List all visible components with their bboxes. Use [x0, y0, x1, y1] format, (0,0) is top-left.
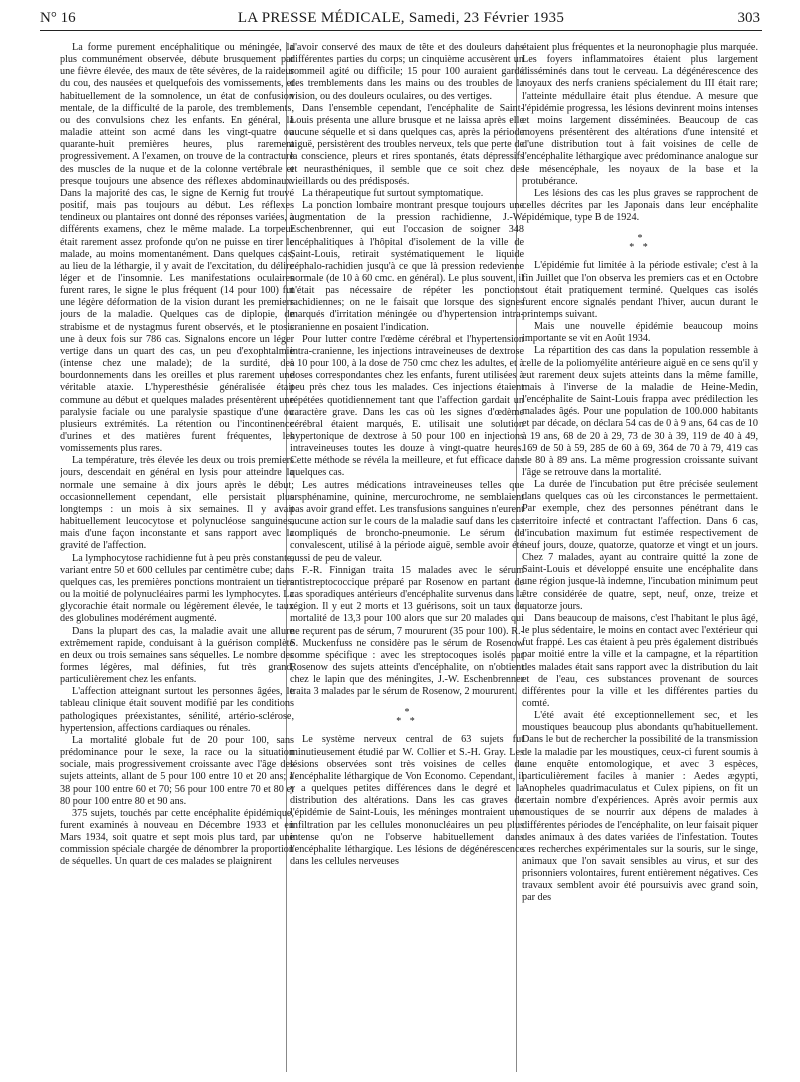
journal-title-line	[40, 10, 762, 27]
issue-date: Samedi, 23 Février 1935	[408, 10, 565, 26]
paragraph: L'été avait été exceptionnellement sec, et les moustiques beaucoup plus abondants qu'habituellement. Dans le but de rechercher la possibilité de la transmission de la maladie par les moustiques, ceux-ci furent soumis à une enquête entomologique, et avec 3 espèces, particulièrement faciles à manier : Aedes ægypti, Anopheles quadrimaculatus et Culex pipiens, on fit un certain nombre d'expériences. Après avoir permis aux moustiques de se nourrir aux dépens de malades à différentes périodes de l'encéphalite, on leur faisait piquer des animaux à des dates variées de l'infestation. Toutes ces recherches expérimentales sur la souris, sur le singe, animaux que l'on savait sensibles au virus, et sur des prisonniers volontaires, furent entièrement négatives. Ces travaux semblent avoir été poursuivis avec grand soin, par des	[522, 710, 758, 904]
column-1	[60, 42, 294, 1072]
paragraph: La forme purement encéphalitique ou méningée, la plus communément observée, débute brusquement par une fièvre élevée, des maux de tête sévères, de la raideur du cou, des nausées et quelquefois des vomissements, et habituellement de la somnolence, un état de confusion mentale, de la difficulté de la parole, des tremblements, ou des convulsions chez les enfants. En général, la maladie atteint son acmé dans les vingt-quatre ou quarante-huit premières heures, plus rarement progressivement. A l'examen, on trouve de la contracture des muscles de la nuque et de la colonne vertébrale et presque toujours une absence des réflexes abdominaux. Dans la majorité des cas, le signe de Kernig fut trouvé positif, mais pas toujours au début. Les réflexes tendineux ou plantaires ont donné des réponses variées, à différents examens, chez le même malade. La torpeur était rarement assez profonde qu'on ne puisse en tirer le malade, au moins momentanément. Dans quelques cas, au lieu de la léthargie, il y avait de l'excitation, du délire léger et de l'insomnie. Les manifestations oculaires furent rares, le signe le plus fréquent (14 pour 100) fut une légère déformation de la vision durant les premiers jours de la maladie. Quelques cas de diplopie, de strabisme et de nystagmus furent observés, et le ptosis une à deux fois sur 786 cas. Signalons encore un léger vertige dans un quart des cas, un peu d'exophtalmie (intense chez une malade); de la surdité, des bourdonnements dans les oreilles et plus rarement une véritable ataxie. L'hyperesthésie généralisée était commune au début et quelques malades présentèrent une paralysie faciale ou une paralysie spastique d'une ou plusieurs extrémités. La rétention ou l'incontinence d'urines et des matières furent fréquentes, les vomissements plus rares.	[60, 42, 294, 455]
paragraph: La thérapeutique fut surtout symptomatique.	[302, 187, 484, 199]
paragraph: La répartition des cas dans la population ressemble à celle de la poliomyélite antérieure aiguë en ce sens qu'il y eut rarement deux sujets atteints dans la même famille, mais à l'inverse de la maladie de Heine-Medin, l'encéphalite de Saint-Louis frappa avec prédilection les malades âgés. Pour une population de 100.000 habitants et par décade, on déclara 54 cas de 0 à 9 ans, 64 cas de 10 à 19 ans, 68 de 20 à 29, 73 de 30 à 39, 119 de 40 à 49, 169 de 50 à 59, 285 de 60 à 69, 364 de 70 à 79, 419 cas de 80 à 89 ans. La même progression croissante suivant l'âge se retrouve dans la mortalité.	[522, 345, 758, 478]
paragraph: L'épidémie fut limitée à la période estivale; c'est à la fin Juillet que l'on observa les premiers cas et en Octobre tout était pratiquement terminé. Quelques cas isolés furent encore signalés pendant l'hiver, aucun durant le printemps suivant.	[522, 260, 758, 320]
journal-title: LA PRESSE MÉDICALE,	[237, 10, 405, 26]
paragraph: F.-R. Finnigan traita 15 malades avec le sérum antistreptococcique préparé par Rosenow en partant de cas sporadiques antérieurs d'encéphalite survenus dans la région. Il y eut 2 morts et 13 guérisons, soit un taux de mortalité de 13,3 pour 100 alors que sur 20 malades qui ne reçurent pas de sérum, 7 moururent (35 pour 100). R.-S. Muckenfuss ne considère pas le sérum de Rosenow comme spécifique : avec les streptocoques isolés par Rosenow des sujets atteints d'encéphalite, on n'obtient chez le lapin que des méningites, J.-W. Eschenbrenner traita 3 malades par le sérum de Rosenow, 2 moururent.	[290, 564, 524, 698]
paragraph: La durée de l'incubation put être précisée seulement dans quelques cas où les circonstances le permettaient. Par exemple, chez des personnes pénétrant dans le territoire infecté et contractant l'affection. Dans 6 cas, l'incubation maximum fut estimée respectivement de neuf jours, douze, quatorze, quatorze et vingt et un jours. Chez 7 malades, ayant au contraire quitté la zone de Saint-Louis et développé ensuite une encéphalite dans une région jusque-là indemne, l'incubation minimum peut être considérée de quatre, sept, neuf, onze, treize et quatorze jours.	[522, 479, 758, 612]
paragraph: Mais une nouvelle épidémie beaucoup moins importante se vit en Août 1934.	[522, 321, 758, 345]
paragraph: 375 sujets, touchés par cette encéphalite épidémique, furent examinés à nouveau en Décembre 1933 et en Mars 1934, soit quatre et sept mois plus tard, par une commission spéciale chargée de dénombrer la proportion de séquelles. Un quart de ces malades se plaignirent	[60, 807, 294, 868]
paragraph: La température, très élevée les deux ou trois premiers jours, descendait en général en lysis pour atteindre la normale une semaine à dix jours après le début; occasionnellement cependant, elle persistait plus longtemps : un mois à six semaines. Il y avait habituellement leucocytose et polynucléose sanguines, mais d'une façon inconstante et sans rapport avec la gravité de l'affection.	[60, 455, 294, 552]
paragraph: Dans la plupart des cas, la maladie avait une allure extrêmement rapide, conduisant à la guérison complète en deux ou trois semaines sans séquelles. Le nombre des formes légères, mal définies, fut très grand, particulièrement chez les enfants.	[60, 625, 294, 686]
paragraph: La ponction lombaire montrant presque toujours une augmentation de la pression rachidienne, J.-W. Eschenbrenner, qui eut l'occasion de soigner 348 encéphalitiques à l'hôpital d'isolement de la ville de Saint-Louis, retirait systématiquement le liquide céphalo-rachidien jusqu'à ce que là pression redevienne normale (de 10 à 60 cmc. en général). Le plus souvent, il n'était pas nécessaire de répéter les ponctions rachidiennes; on ne le faisait que lorsque des signes marqués d'irritation méningée ou d'hypertension intra-cranienne en posaient l'indication.	[290, 200, 524, 333]
paragraph: Pour lutter contre l'œdème cérébral et l'hypertension intra-cranienne, les injections intraveineuses de dextrose à 10 pour 100, à la dose de 750 cmc chez les adultes, et à doses correspondantes chez les enfants, furent utilisées à peu près chez tous les malades. Ces injections étaient répétées quotidiennement tant que l'affection gardait un caractère grave. Dans les cas où les signes d'œdème cérébral étaient marqués, E. utilisait une solution hypertonique de dextrose à 50 pour 100 en injections intraveineuses toutes les douze à vingt-quatre heures. Cette méthode se révéla la meilleure, et fut efficace dans quelques cas.	[290, 333, 524, 479]
paragraph: d'avoir conservé des maux de tête et des douleurs dans différentes parties du corps; un cinquième accusèrent un sommeil agité ou difficile; 15 pour 100 auraient gardé des tremblements dans les mains ou des troubles de la vision, ou des douleurs oculaires, ou des vertiges.	[290, 42, 524, 102]
page-number: 303	[737, 10, 760, 26]
section-divider-asterisks: * * *	[396, 707, 418, 728]
page-header	[40, 10, 762, 31]
issue-number: N° 16	[40, 10, 76, 26]
column-3	[522, 42, 758, 1072]
paragraph: L'affection atteignant surtout les personnes âgées, le tableau clinique était souvent modifié par les conditions pathologiques préexistantes, sénilité, artério-sclérose, hypertension, affections cardiaques ou rénales.	[60, 686, 294, 734]
section-divider-asterisks: * * *	[629, 233, 651, 254]
column-2	[290, 42, 524, 1072]
paragraph: Les lésions des cas les plus graves se rapprochent de celles décrites par les Japonais dans leur encéphalite épidémique, type B de 1924.	[522, 187, 758, 224]
paragraph: Dans l'ensemble cependant, l'encéphalite de Saint-Louis présenta une allure brusque et ne laissa après elle aucune séquelle et si dans quelques cas, après la période aiguë, persistèrent des troubles nerveux, tels que perte de la conscience, pleurs et rires spontanés, états dépressifs et neurasthéniques, il semble que ce soit chez des vieillards ou des prédisposés.	[290, 102, 524, 187]
paragraph: La lymphocytose rachidienne fut à peu près constante, variant entre 50 et 600 cellules par centimètre cube; dans quelques cas, les premières ponctions montraient un tiers ou la moitié de polynucléaires parmi les lymphocytes. La glycorachie était normale ou légèrement élevée, le taux des globulines modérément augmenté.	[60, 552, 294, 625]
paragraph: Les autres médications intraveineuses telles que arsphénamine, quinine, mercurochrome, ne semblaient pas avoir grand effet. Les transfusions sanguines n'eurent aucune action sur le cours de la maladie sauf dans les cas compliqués de broncho-pneumonie. Le sérum de convalescent, utilisé à la période aiguë, semble avoir été aussi de peu de valeur.	[290, 479, 524, 564]
paragraph: étaient plus fréquentes et la neuronophagie plus marquée. Les foyers inflammatoires étaient plus largement disséminés dans tout le cerveau. La dégénérescence des noyaux des nerfs craniens spécialement du III était rare; l'atteinte médullaire était plus étendue. A mesure que l'épidémie progressa, les lésions devinrent moins intenses et moins largement disséminées. Beaucoup de cas moyens présentèrent des altérations d'une intensité et d'une distribution tout à fait voisines de celle de l'encéphalite léthargique avec prédominance analogue sur le mésencéphale, les noyaux de la base et la protubérance.	[522, 42, 758, 187]
paragraph: Le système nerveux central de 63 sujets fut minutieusement étudié par W. Collier et S.-H. Gray. Les lésions observées sont très voisines de celles de l'encéphalite léthargique de Von Economo. Cependant, il y a quelques petites différences dans le degré et la distribution des altérations. Dans les cas graves de l'épidémie de Saint-Louis, les méninges montraient une infiltration par les cellules mononucléaires un peu plus intense qu'on ne l'observe habituellement dans l'encéphalite léthargique. Les lésions de dégénérescence dans les cellules nerveuses	[290, 734, 524, 867]
paragraph: La mortalité globale fut de 20 pour 100, sans prédominance pour le sexe, la race ou la situation sociale, mais progressivement croissante avec l'âge des sujets atteints, allant de 5 pour 100 entre 10 et 20 ans; à 38 pour 100 entre 60 et 70; 56 pour 100 entre 70 et 80 et 80 pour 100 entre 80 et 90 ans.	[60, 734, 294, 807]
paragraph: Dans beaucoup de maisons, c'est l'habitant le plus âgé, le plus sédentaire, le moins en contact avec l'extérieur qui fut frappé. Les cas étaient à peu près également distribués par moitié entre la ville et la campagne, et la répartition des malades était sans rapport avec la distribution du lait et de l'eau, ces substances provenant de sources différentes pour la ville et les différentes parties du comté.	[522, 612, 758, 709]
